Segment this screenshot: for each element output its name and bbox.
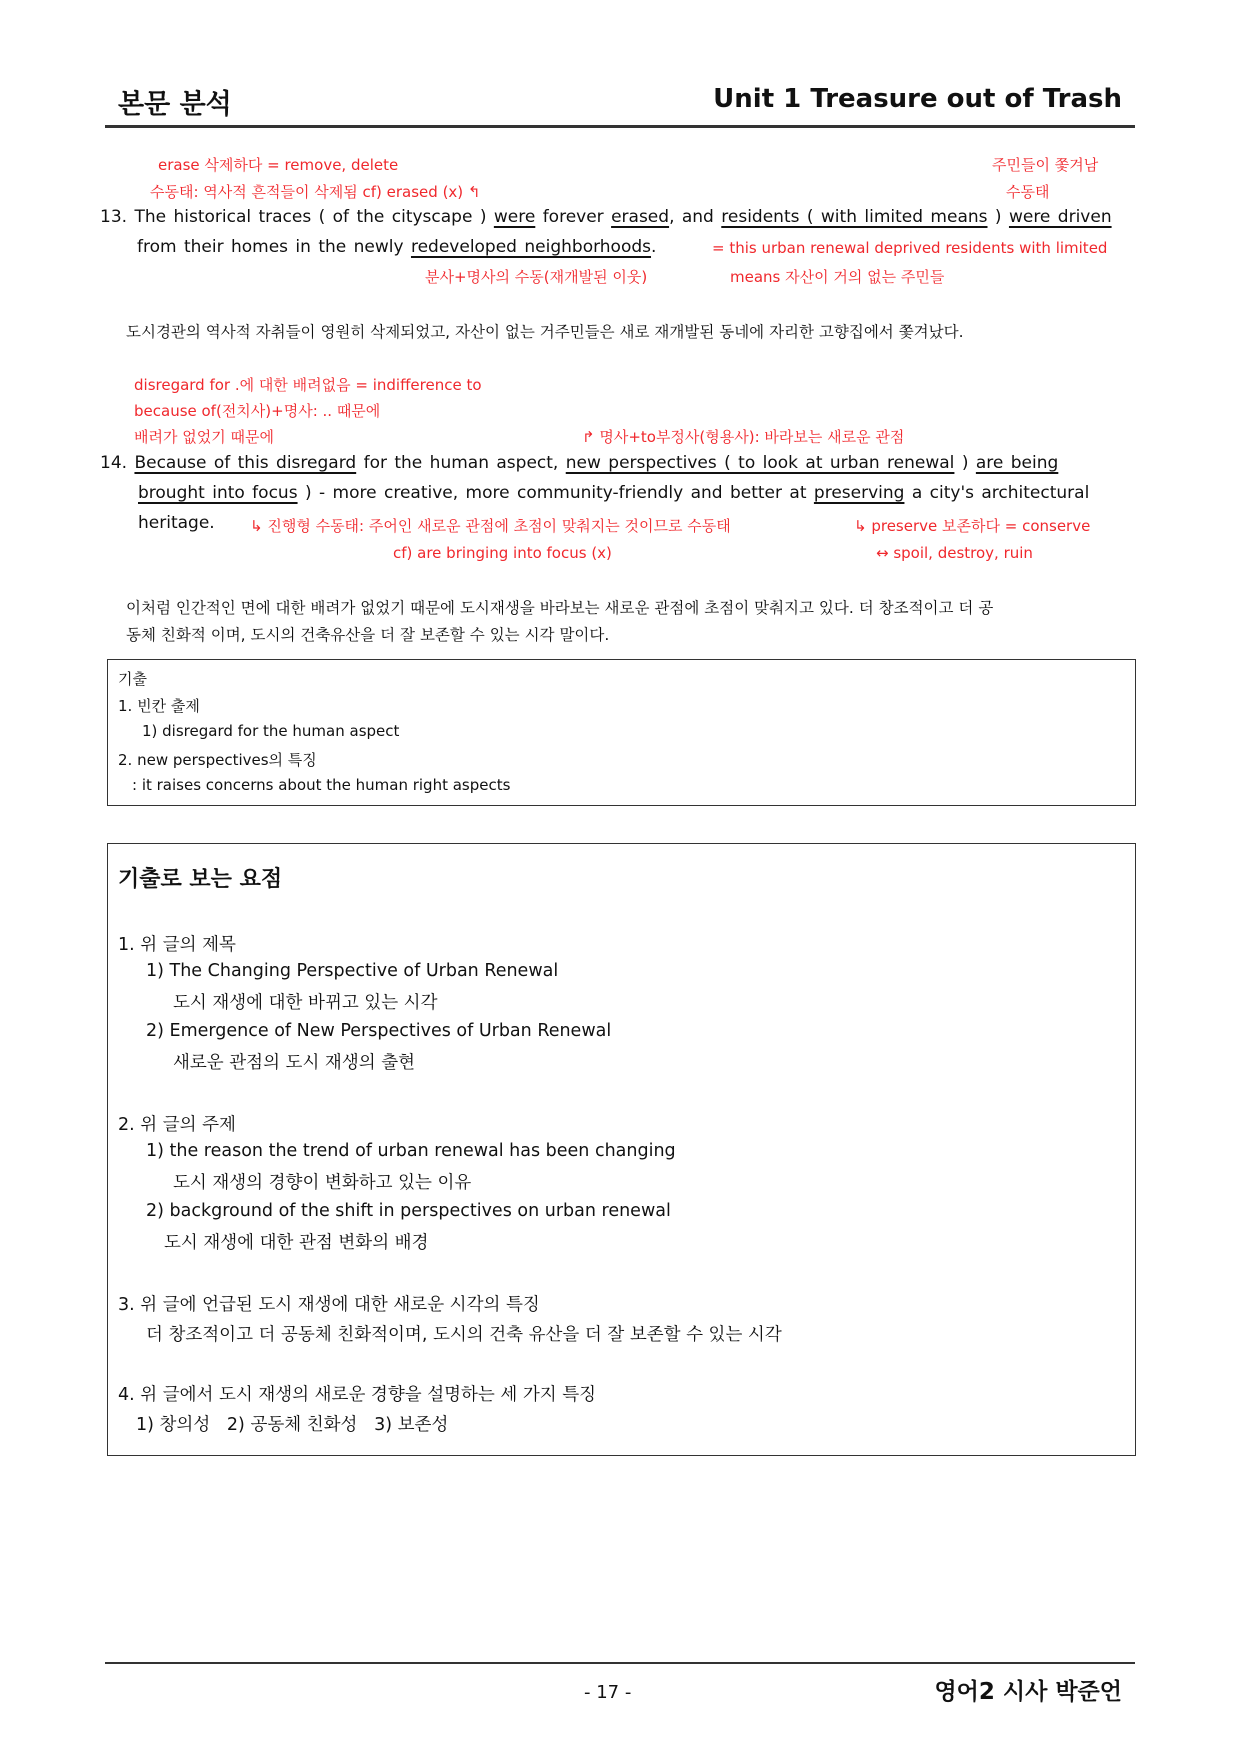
header-divider — [105, 125, 1135, 128]
summary-box — [107, 843, 1136, 1456]
summary-title: 기출로 보는 요점 — [118, 867, 283, 892]
summary-line: 1) 창의성 2) 공동체 친화성 3) 보존성 — [136, 1415, 449, 1435]
summary-line: 도시 재생에 대한 바뀌고 있는 시각 — [173, 993, 438, 1013]
summary-line: 4. 위 글에서 도시 재생의 새로운 경향을 설명하는 세 가지 특징 — [118, 1385, 597, 1405]
page-number: - 17 - — [584, 1682, 632, 1703]
summary-line: 1) the reason the trend of urban renewal has been changing — [146, 1141, 676, 1161]
exam-item: 2. new perspectives의 특징 — [118, 751, 317, 769]
summary-line: 2) background of the shift in perspectives on urban renewal — [146, 1201, 671, 1221]
annotation: because of(전치사)+명사: .. 때문에 — [134, 402, 381, 420]
exam-box-title: 기출 — [118, 670, 147, 688]
annotation: = this urban renewal deprived residents with limited — [712, 239, 1108, 257]
exam-item: 1) disregard for the human aspect — [142, 722, 400, 740]
summary-line: 1) The Changing Perspective of Urban Renewal — [146, 961, 559, 981]
sentence-14-line-3: heritage. — [138, 513, 215, 533]
annotation: cf) are bringing into focus (x) — [393, 544, 612, 562]
annotation: disregard for .에 대한 배려없음 = indifference to — [134, 376, 482, 394]
annotation: 수동태: 역사적 흔적들이 삭제됨 cf) erased (x) ↰ — [150, 183, 481, 201]
sentence-13-line-1: 13. The historical traces ( of the cityscape ) were forever erased, and residents ( with limited means ) were driven — [100, 207, 1112, 227]
summary-line: 더 창조적이고 더 공동체 친화적이며, 도시의 건축 유산을 더 잘 보존할 수 있는 시각 — [146, 1325, 782, 1345]
unit-title: Unit 1 Treasure out of Trash — [713, 84, 1122, 114]
translation-14-line-1: 이처럼 인간적인 면에 대한 배려가 없었기 때문에 도시재생을 바라보는 새로운 관점에 초점이 맞춰지고 있다. 더 창조적이고 더 공 — [126, 599, 994, 617]
footer-divider — [105, 1662, 1135, 1664]
annotation: ↔ spoil, destroy, ruin — [876, 544, 1033, 562]
annotation: means 자산이 거의 없는 주민들 — [730, 268, 945, 286]
footer-author: 영어2 시사 박준언 — [934, 1679, 1122, 1705]
annotation: 수동태 — [1006, 183, 1050, 201]
annotation: ↳ preserve 보존하다 = conserve — [854, 517, 1091, 535]
exam-box — [107, 659, 1136, 806]
translation-13: 도시경관의 역사적 자취들이 영원히 삭제되었고, 자산이 없는 거주민들은 새로 재개발된 동네에 자리한 고향집에서 쫓겨났다. — [126, 323, 964, 341]
summary-line: 2) Emergence of New Perspectives of Urban Renewal — [146, 1021, 612, 1041]
summary-line: 도시 재생의 경향이 변화하고 있는 이유 — [173, 1173, 472, 1193]
annotation: 배려가 없었기 때문에 — [134, 428, 274, 446]
section-title: 본문 분석 — [118, 89, 232, 120]
summary-line: 1. 위 글의 제목 — [118, 935, 236, 955]
annotation: ↱ 명사+to부정사(형용사): 바라보는 새로운 관점 — [582, 428, 905, 446]
translation-14-line-2: 동체 친화적 이며, 도시의 건축유산을 더 잘 보존할 수 있는 시각 말이다. — [126, 626, 610, 644]
summary-line: 2. 위 글의 주제 — [118, 1115, 236, 1135]
summary-line: 3. 위 글에 언급된 도시 재생에 대한 새로운 시각의 특징 — [118, 1295, 540, 1315]
exam-item: : it raises concerns about the human right aspects — [132, 776, 511, 794]
annotation: erase 삭제하다 = remove, delete — [158, 156, 399, 174]
exam-item: 1. 빈칸 출제 — [118, 697, 200, 715]
sentence-13-line-2: from their homes in the newly redeveloped neighborhoods. — [137, 237, 657, 257]
summary-line: 새로운 관점의 도시 재생의 출현 — [173, 1053, 416, 1073]
summary-line: 도시 재생에 대한 관점 변화의 배경 — [164, 1233, 429, 1253]
sentence-14-line-1: 14. Because of this disregard for the human aspect, new perspectives ( to look at urban renewal ) are being — [100, 453, 1059, 473]
annotation: ↳ 진행형 수동태: 주어인 새로운 관점에 초점이 맞춰지는 것이므로 수동태 — [250, 517, 731, 535]
annotation: 주민들이 쫓겨남 — [992, 156, 1099, 174]
annotation: 분사+명사의 수동(재개발된 이웃) — [425, 268, 648, 286]
sentence-14-line-2: brought into focus ) - more creative, more community-friendly and better at preserving a city's architectural — [138, 483, 1090, 503]
